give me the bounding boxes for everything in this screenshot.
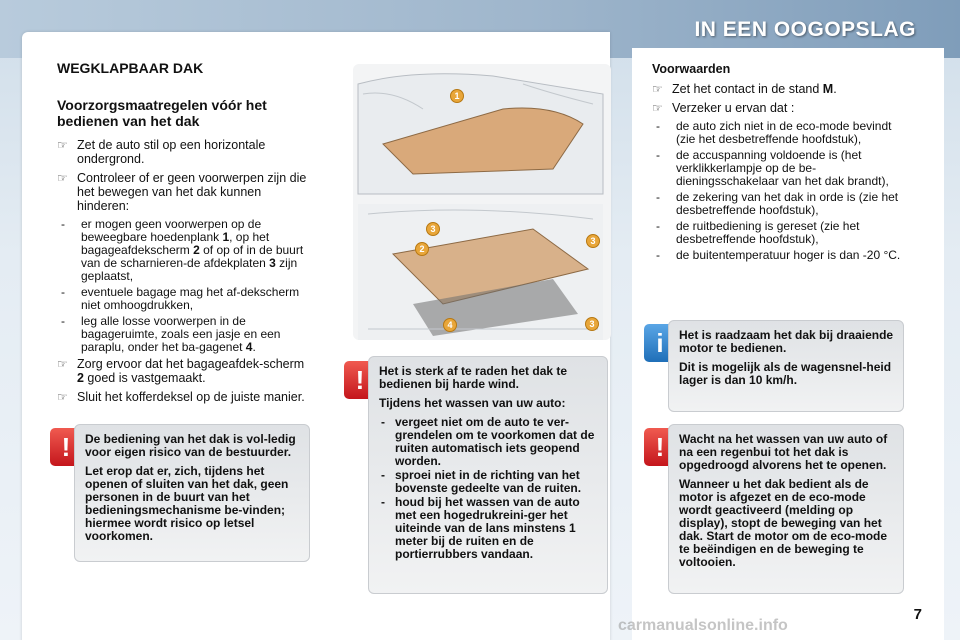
callout-marker: 2: [415, 242, 429, 256]
watermark: carmanualsonline.info: [618, 617, 788, 634]
dash-item: - sproei niet in de richting van het bovenste gedeelte van de ruiten.: [381, 468, 582, 495]
finger-pointer-icon: ☞: [57, 390, 68, 404]
finger-pointer-icon: ☞: [652, 101, 663, 115]
left-column: [57, 138, 309, 409]
finger-pointer-icon: ☞: [652, 82, 663, 96]
dash-item: - de auto zich niet in de eco-mode bevindt (zie het desbetreffende hoofdstuk),: [656, 119, 892, 146]
right-column: [652, 62, 906, 265]
bullet-item: ☞ Zet het contact in de stand M.: [652, 82, 837, 96]
info-box: Het is raadzaam het dak bij draaiende motor te bedienen. Dit is mogelijk als de wagensnel-heid lager is dan 10 km/h.: [668, 320, 904, 412]
dash-item: - vergeet niet om de auto te ver-grendelen om te voorkomen dat de ruiten automatisch iets geopend worden.: [381, 415, 595, 468]
bullet-item: ☞ Sluit het kofferdeksel op de juiste manier.: [57, 390, 305, 404]
finger-pointer-icon: ☞: [57, 171, 68, 185]
bullet-item: ☞ Zet de auto stil op een horizontale ondergrond.: [57, 138, 266, 166]
dash-item: - de zekering van het dak in orde is (zie het desbetreffende hoofdstuk),: [656, 190, 899, 217]
dash-item: - leg alle losse voorwerpen in de bagageruimte, zoals een jasje en een paraplu, onder het ba-gagenet 4.: [61, 314, 281, 354]
callout-marker: 1: [450, 89, 464, 103]
bullet-item: ☞ Verzeker u ervan dat :: [652, 101, 795, 115]
exclamation-icon: !: [50, 428, 82, 466]
callout-marker: 3: [585, 317, 599, 331]
bullet-item: ☞ Controleer of er geen voorwerpen zijn die het bewegen van het dak kunnen hinderen:: [57, 171, 307, 213]
subsection-title: Voorzorgsmaatregelen vóór het bedienen van het dak: [57, 97, 267, 129]
section-title: WEGKLAPBAAR DAK: [57, 60, 204, 76]
bullet-item: ☞ Zorg ervoor dat het bagageafdek-scherm 2 goed is vastgemaakt.: [57, 357, 305, 385]
dash-item: - er mogen geen voorwerpen op de beweegbare hoedenplank 1, op het bagageafdekscherm 2 of op of in de buurt van de scharnieren-de afdekplaten 3 zijn geplaatst,: [61, 217, 304, 283]
page-title: IN EEN OOGOPSLAG: [694, 18, 916, 41]
warning-box-middle: Het is sterk af te raden het dak te bedienen bij harde wind. Tijdens het wassen van uw auto: - vergeet niet om de auto te ver-grendelen om te voorkomen dat de ruiten automatisch iets geopend worden. - sproei niet in de richting van het bovenste gedeelte van de ruiten. - houd bij het wassen van de auto met een hogedrukreini-ger het uiteinde van de lans minstens 1 meter bij de ruiten en de portierrubbers vandaan.: [368, 356, 608, 594]
warning-box-right: Wacht na het wassen van uw auto of na een regenbui tot het dak is opgedroogd alvorens het te openen. Wanneer u het dak bedient als de motor is afgezet en de eco-mode wordt geactiveerd (melding op display), stopt de beweging van het dak. Start de motor om de eco-mode te beëindigen en de beweging te voltooien.: [668, 424, 904, 594]
finger-pointer-icon: ☞: [57, 357, 68, 371]
page-number: 7: [913, 606, 922, 623]
roof-illustration: [353, 64, 611, 340]
warning-box-left: De bediening van het dak is vol-ledig voor eigen risico van de bestuurder. Let erop dat er, zich, tijdens het openen of sluiten van het dak, geen personen in de buurt van het bedieningsmechanisme be-vinden; hiermee wordt risico op letsel voorkomen.: [74, 424, 310, 562]
conditions-heading: Voorwaarden: [652, 62, 731, 76]
callout-marker: 3: [586, 234, 600, 248]
roof-drawing: [353, 64, 611, 340]
dash-item: - de accuspanning voldoende is (het verklikkerlampje op de be-dieningsschakelaar van het dak brandt),: [656, 148, 889, 188]
dash-item: - houd bij het wassen van de auto met een hogedrukreini-ger het uiteinde van de lans minstens 1 meter bij de ruiten en de portierrubbers vandaan.: [381, 495, 580, 561]
finger-pointer-icon: ☞: [57, 138, 68, 152]
dash-item: - de ruitbediening is gereset (zie het desbetreffende hoofdstuk),: [656, 219, 860, 246]
dash-item: - eventuele bagage mag het af-dekscherm niet omhoogdrukken,: [61, 285, 300, 312]
callout-marker: 4: [443, 318, 457, 332]
exclamation-icon: !: [344, 361, 376, 399]
info-icon: i: [644, 324, 676, 362]
dash-item: - de buitentemperatuur hoger is dan -20 °C.: [656, 248, 901, 262]
callout-marker: 3: [426, 222, 440, 236]
exclamation-icon: !: [644, 428, 676, 466]
